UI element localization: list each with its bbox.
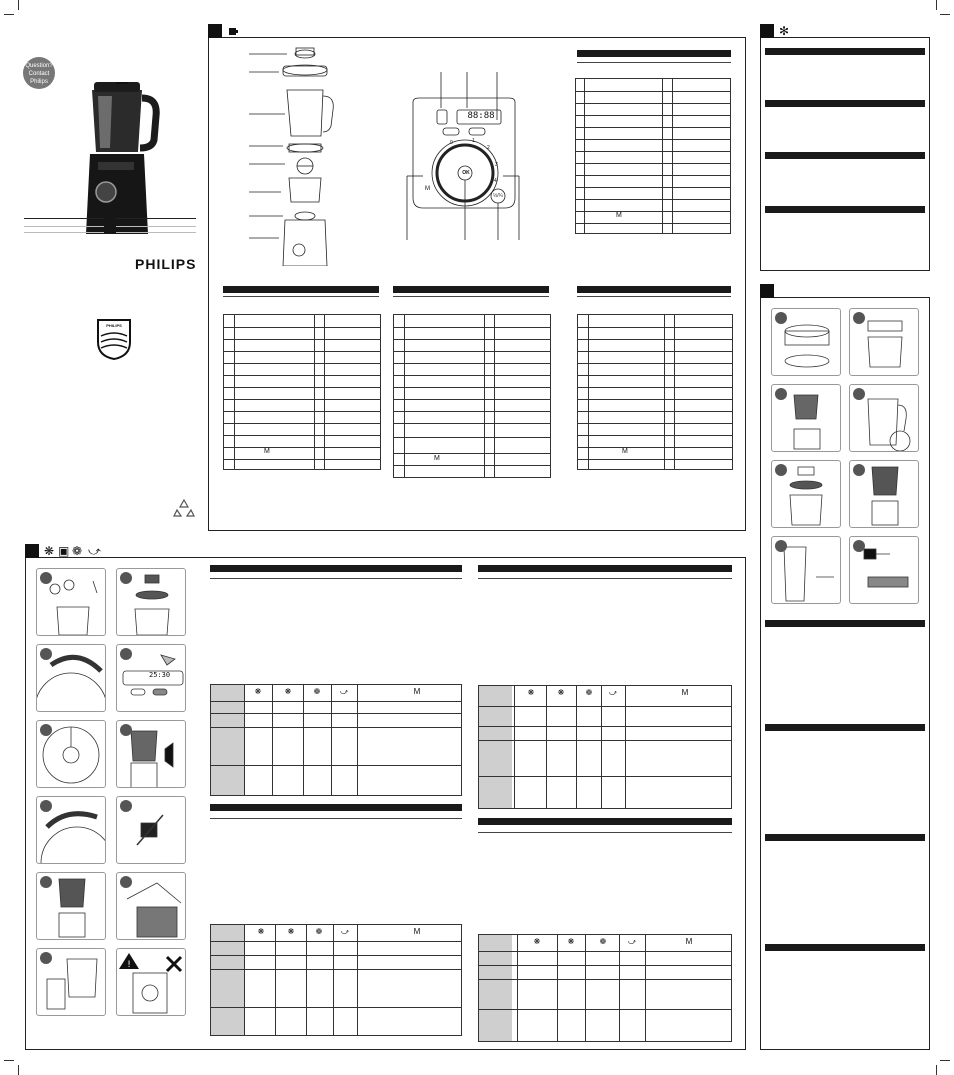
usage-step-4-display: 25:30 [149, 671, 171, 679]
crop-mark-bl-v [18, 1065, 19, 1075]
usage-b-rule [210, 818, 462, 819]
cleaning-steps-heading-2 [765, 724, 925, 731]
contact-badge-line3: Philips [30, 79, 48, 85]
crop-mark-tl-v [18, 0, 19, 10]
snowflake-icon: ✻ [779, 24, 790, 38]
usage-a-rule [210, 578, 462, 579]
cleaning-steps-heading-4 [765, 944, 925, 951]
pulse-button-label: ½/¼ [493, 193, 503, 199]
cleaning-steps-heading-3 [765, 834, 925, 841]
cleaning-heading-3 [765, 152, 925, 159]
overview-panel [208, 37, 746, 531]
usage-d-grain-icon: ❁ [599, 937, 607, 946]
crop-mark-br [940, 1060, 950, 1061]
usage-b-mode-table [210, 924, 462, 1036]
usage-a-heading [210, 565, 462, 572]
lang-table-c-heading [577, 286, 731, 293]
usage-d-mode-table [478, 934, 732, 1042]
clean-step-1 [771, 308, 841, 376]
usage-step-2 [116, 568, 186, 636]
cover-rule-5 [24, 232, 104, 233]
overview-table-mode-m: M [616, 212, 622, 219]
usage-b-blend-icon: ⤻ [340, 927, 350, 936]
cleaning-heading-2 [765, 100, 925, 107]
usage-a-grain-icon: ❁ [313, 687, 321, 696]
crop-mark-br-v [936, 1065, 937, 1075]
cup-icon [227, 25, 239, 37]
lang-table-a-heading [223, 286, 379, 293]
usage-b-grain-icon: ❁ [315, 927, 323, 936]
contact-badge-line2: Contact [28, 71, 50, 77]
dial-number-3: 3 [495, 162, 498, 168]
cleaning-steps-heading-1 [765, 620, 925, 627]
recycle-icon [173, 498, 195, 518]
clean-step-8 [849, 536, 919, 604]
crop-mark-tl [4, 14, 14, 15]
usage-step-1 [36, 568, 106, 636]
usage-step-9 [36, 872, 106, 940]
lang-table-a [223, 314, 381, 470]
usage-b-soymilk-icon: ❋ [287, 927, 295, 936]
dial-number-2: 2 [487, 145, 490, 151]
dial-number-1: 1 [472, 138, 475, 144]
shield-wordmark: PHILIPS [106, 323, 122, 328]
clean-step-7 [771, 536, 841, 604]
overview-spec-table [575, 78, 731, 234]
usage-b-heading [210, 804, 462, 811]
lang-table-c-rule [577, 296, 731, 297]
dial-number-0: 0 [450, 140, 453, 146]
soup-icon: ❋ [44, 544, 55, 558]
cover-rule-4 [116, 226, 196, 227]
clean-step-3 [771, 384, 841, 452]
usage-c-soymilk-icon: ❋ [557, 688, 565, 697]
cleaning-section-tag [760, 24, 774, 38]
crop-mark-tr-v [936, 0, 937, 10]
usage-d-mode-m: M [685, 937, 693, 946]
lang-table-a-mode-m: M [264, 448, 270, 455]
dial-number-4: 4 [494, 178, 497, 184]
cover-rule-6 [116, 232, 196, 233]
usage-step-8 [116, 796, 186, 864]
cover-rule-1 [24, 218, 104, 219]
usage-a-soup-icon: ❋ [254, 687, 262, 696]
crop-mark-tr [940, 14, 950, 15]
usage-c-mode-table [478, 685, 732, 809]
dial-mode-m: M [425, 186, 430, 192]
clean-step-4 [849, 384, 919, 452]
usage-a-mode-table [210, 684, 462, 796]
usage-step-12-warning [116, 948, 186, 1016]
control-panel-diagram [399, 68, 529, 240]
usage-step-6 [116, 720, 186, 788]
overview-table-rule [577, 62, 731, 63]
control-panel-ok-label: OK [462, 170, 470, 176]
usage-d-blend-icon: ⤻ [627, 937, 637, 946]
lang-table-c-mode-m: M [622, 448, 628, 455]
usage-a-blend-icon: ⤻ [339, 687, 349, 696]
overview-section-tag [208, 24, 222, 38]
lang-table-a-rule [223, 296, 379, 297]
lang-table-b [393, 314, 551, 478]
usage-section-tag [25, 544, 39, 558]
usage-step-7 [36, 796, 106, 864]
usage-a-mode-m: M [413, 687, 421, 696]
parts-exploded-view [249, 44, 339, 266]
philips-wordmark: PHILIPS [135, 256, 197, 272]
usage-panel [25, 544, 746, 1050]
contact-badge [23, 57, 55, 89]
usage-c-grain-icon: ❁ [585, 688, 593, 697]
usage-c-heading [478, 565, 732, 572]
usage-d-heading [478, 818, 732, 825]
clean-step-6 [849, 460, 919, 528]
usage-a-soymilk-icon: ❋ [284, 687, 292, 696]
cleaning-heading-1 [765, 48, 925, 55]
clean-step-2 [849, 308, 919, 376]
cleaning-steps-panel [760, 297, 930, 1050]
cover-rule-2 [116, 218, 196, 219]
usage-d-soup-icon: ❋ [533, 937, 541, 946]
cover-section [20, 40, 200, 530]
usage-d-soymilk-icon: ❋ [567, 937, 575, 946]
usage-c-soup-icon: ❋ [527, 688, 535, 697]
soymilk-icon: ▣ [58, 544, 70, 558]
cleaning-steps-tag [760, 284, 774, 298]
usage-c-rule [478, 578, 732, 579]
cleaning-text-panel [760, 24, 930, 271]
usage-d-rule [478, 832, 732, 833]
svg-text:!: ! [127, 960, 131, 970]
grain-icon: ❁ [72, 544, 83, 558]
usage-step-5 [36, 720, 106, 788]
overview-table-heading-bar [577, 50, 731, 57]
lang-table-c [577, 314, 733, 470]
lang-table-b-rule [393, 296, 549, 297]
blend-icon: ⤻ [88, 544, 101, 558]
usage-c-mode-m: M [681, 688, 689, 697]
cover-rule-3 [24, 226, 104, 227]
usage-b-mode-m: M [413, 927, 421, 936]
clean-step-5 [771, 460, 841, 528]
usage-step-10 [116, 872, 186, 940]
contact-badge-line1: Question? [25, 63, 53, 69]
usage-step-11 [36, 948, 106, 1016]
lang-table-b-heading [393, 286, 549, 293]
usage-c-blend-icon: ⤻ [608, 688, 618, 697]
usage-step-3 [36, 644, 106, 712]
lang-table-b-mode-m: M [434, 455, 440, 462]
cleaning-heading-4 [765, 206, 925, 213]
usage-b-soup-icon: ❋ [257, 927, 265, 936]
control-panel-time-display: 88:88 [467, 111, 495, 121]
crop-mark-bl [4, 1060, 14, 1061]
